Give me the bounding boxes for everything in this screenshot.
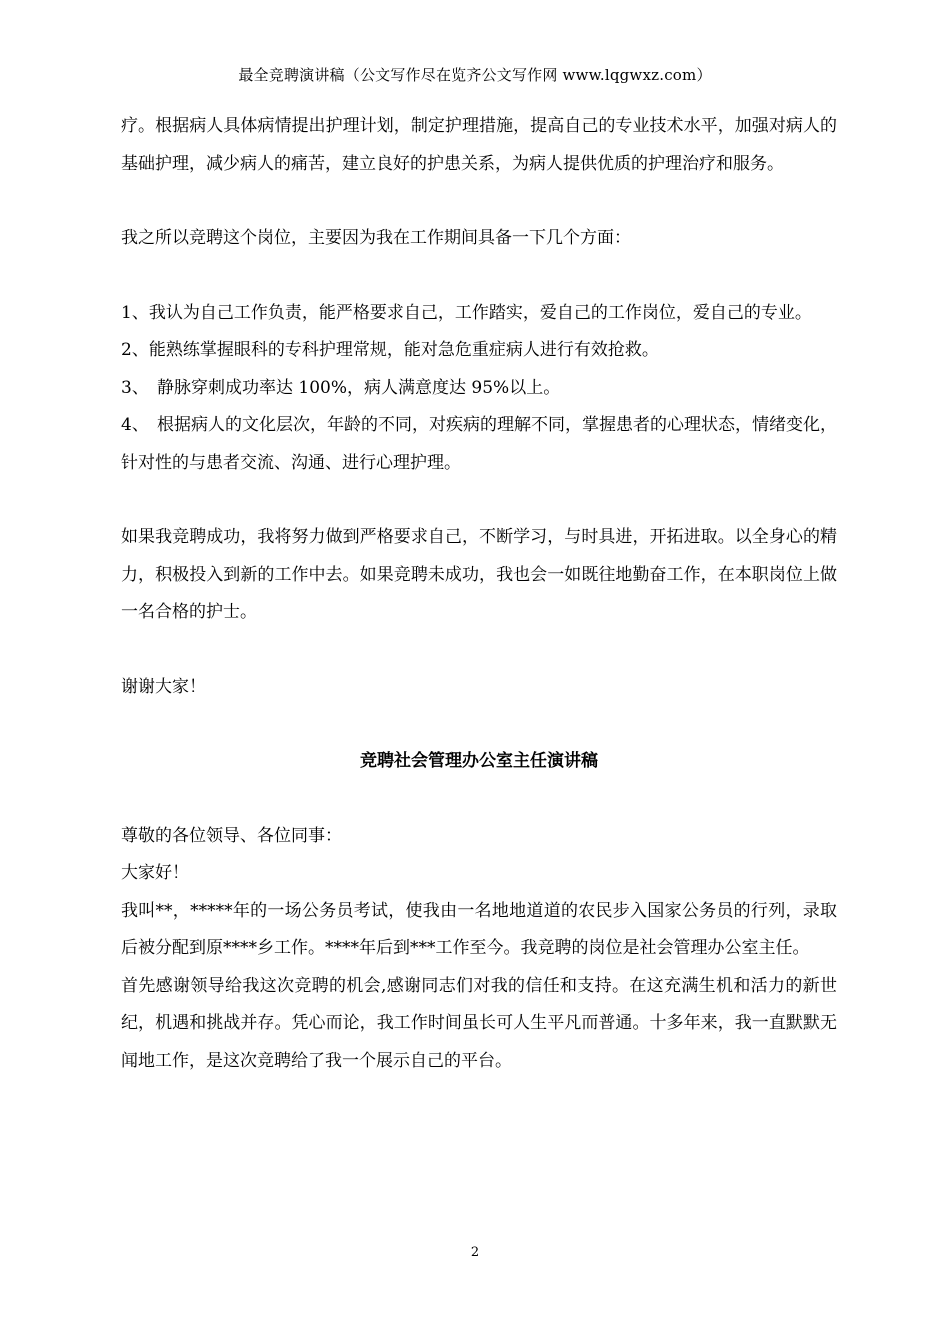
salutation: 尊敬的各位领导、各位同事： xyxy=(121,825,342,846)
list-item-text: 静脉穿刺成功率达 100%，病人满意度达 95%以上。 xyxy=(157,377,561,398)
spacer xyxy=(121,183,837,220)
spacer xyxy=(121,482,837,519)
list-item xyxy=(121,407,837,482)
paragraph-thanks: 谢谢大家！ xyxy=(121,676,206,697)
list-item-number: 3、 xyxy=(121,377,149,398)
list-item xyxy=(121,370,837,408)
paragraph-reasons-intro: 我之所以竞聘这个岗位，主要因为我在工作期间具备一下几个方面： xyxy=(121,228,631,248)
list-item xyxy=(121,332,837,370)
list-item-text: 我认为自己工作负责，能严格要求自己，工作踏实，爱自己的工作岗位，爱自己的专业。 xyxy=(148,302,812,323)
page-header: 最全竞聘演讲稿（公文写作尽在览齐公文写作网 www.lqgwxz.com） xyxy=(238,66,712,84)
paragraph-nursing-plan: 疗。根据病人具体病情提出护理计划，制定护理措施，提高自己的专业技术水平，加强对病人的基础护理，减少病人的痛苦，建立良好的护患关系，为病人提供优质的护理治疗和服务。 xyxy=(121,116,837,174)
paragraph-commitment: 如果我竞聘成功，我将努力做到严格要求自己，不断学习，与时具进，开拓进取。以全身心的精力，积极投入到新的工作中去。如果竞聘未成功，我也会一如既往地勤奋工作，在本职岗位上做一名合格的护士。 xyxy=(121,527,837,622)
paragraph-acknowledgement: 首先感谢领导给我这次竞聘的机会,感谢同志们对我的信任和支持。在这充满生机和活力的新世纪，机遇和挑战并存。凭心而论，我工作时间虽长可人生平凡而普通。十多年来，我一直默默无闻地工作，是这次竞聘给了我一个展示自己的平台。 xyxy=(121,975,837,1071)
paragraph-self-introduction: 我叫**，*****年的一场公务员考试，使我由一名地地道道的农民步入国家公务员的行列，录取后被分配到原****乡工作。****年后到***工作至今。我竞聘的岗位是社会管理办公室主任。 xyxy=(121,900,837,958)
section-title: 竞聘社会管理办公室主任演讲稿 xyxy=(360,751,598,771)
document-body xyxy=(121,108,837,1080)
list-item-number: 4、 xyxy=(121,415,149,435)
spacer xyxy=(121,258,837,295)
list-item-number: 2、 xyxy=(121,340,149,360)
page-number: 2 xyxy=(470,1245,480,1260)
list-item-text: 根据病人的文化层次，年龄的不同，对疾病的理解不同，掌握患者的心理状态，情绪变化，针对性的与患者交流、沟通、进行心理护理。 xyxy=(121,415,837,473)
spacer xyxy=(121,706,837,743)
spacer xyxy=(121,781,837,818)
list-item-text: 能熟练掌握眼科的专科护理常规，能对急危重症病人进行有效抢救。 xyxy=(148,340,659,360)
greeting: 大家好！ xyxy=(121,863,189,883)
spacer xyxy=(121,632,837,669)
list-item-number: 1、 xyxy=(121,302,149,323)
list-item xyxy=(121,295,837,333)
